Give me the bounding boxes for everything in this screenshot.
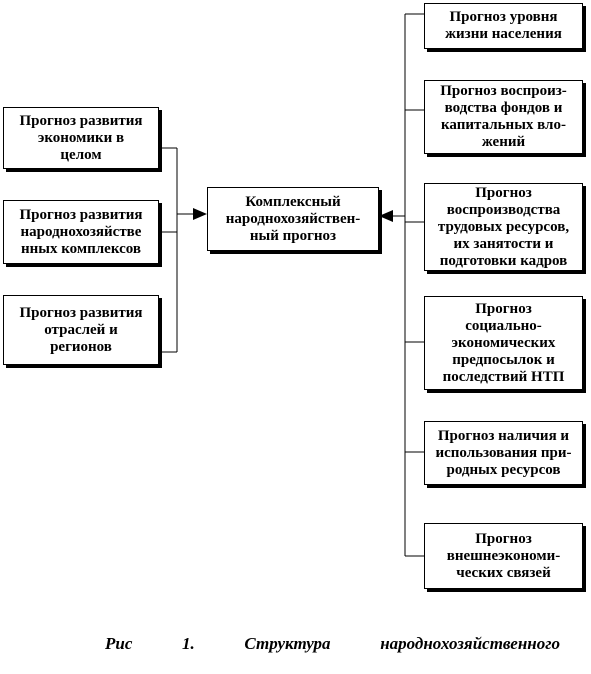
caption-word-national: народнохозяйственного <box>380 634 560 653</box>
box-funds-investment-forecast: Прогноз воспроиз- водства фондов и капитальных вло- жений <box>424 80 583 154</box>
box-natural-resources-forecast: Прогноз наличия и использования при- родных ресурсов <box>424 421 583 485</box>
box-complexes-forecast: Прогноз развития народнохозяйстве нных комплексов <box>3 200 159 264</box>
caption-word-structure: Структура <box>244 634 331 653</box>
box-sci-tech-progress-forecast: Прогноз социально- экономических предпосылок и последствий НТП <box>424 296 583 390</box>
arrow-right-to-center <box>379 210 393 222</box>
box-industries-regions-forecast: Прогноз развития отраслей и регионов <box>3 295 159 365</box>
box-living-standard-forecast: Прогноз уровня жизни населения <box>424 3 583 49</box>
box-foreign-economic-forecast: Прогноз внешнеэкономи- ческих связей <box>424 523 583 589</box>
box-labour-resources-forecast: Прогноз воспроизводства трудовых ресурсов, их занятости и подготовки кадров <box>424 183 583 271</box>
box-complex-national-forecast: Комплексный народнохозяйствен- ный прогноз <box>207 187 379 251</box>
caption-word-fig: Рис <box>105 634 133 653</box>
figure-caption <box>105 634 560 654</box>
arrow-left-to-center <box>193 208 207 220</box>
box-economy-forecast: Прогноз развития экономики в целом <box>3 107 159 169</box>
caption-number: 1. <box>182 634 195 653</box>
